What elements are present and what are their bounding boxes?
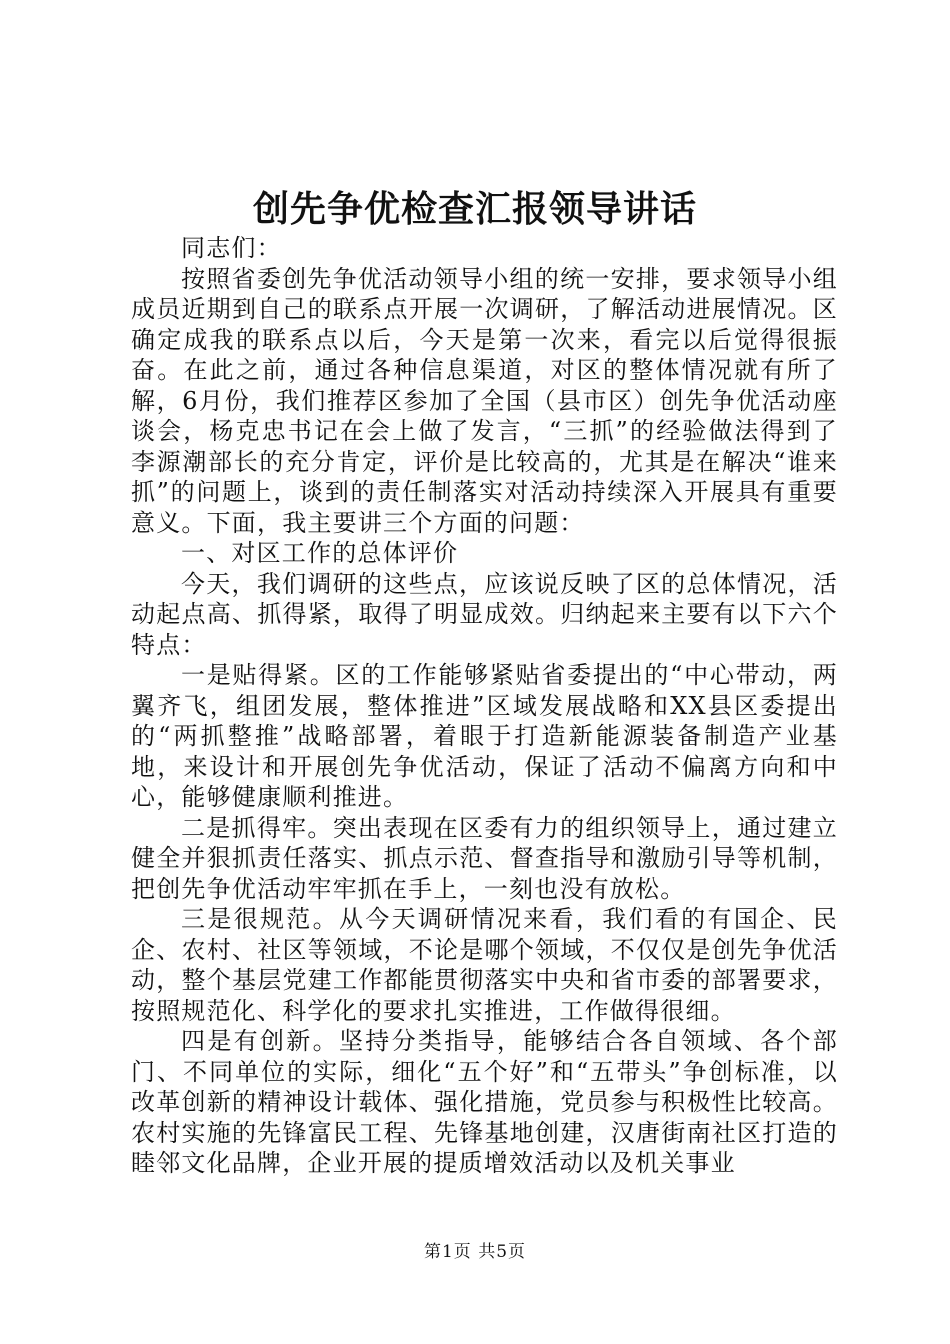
page-footer: 第1页 共5页 (423, 1242, 527, 1262)
document-body (131, 233, 838, 1179)
paragraph: 按照省委创先争优活动领导小组的统一安排，要求领导小组成员近期到自己的联系点开展一次调研，了解活动进展情况。区确定成我的联系点以后，今天是第一次来，看完以后觉得很振奋。在此之前，通过各种信息渠道，对区的整体情况就有所了解，6月份，我们推荐区参加了全国（县市区）创先争优活动座谈会，杨克忠书记在会上做了发言，“三抓”的经验做法得到了李源潮部长的充分肯定，评价是比较高的，尤其是在解决“谁来抓”的问题上，谈到的责任制落实对活动持续深入开展具有重要意义。下面，我主要讲三个方面的问题： (131, 264, 838, 537)
paragraph-salutation: 同志们： (181, 234, 282, 262)
paragraph: 三是很规范。从今天调研情况来看，我们看的有国企、民企、农村、社区等领域，不论是哪个领域，不仅仅是创先争优活动，整个基层党建工作都能贯彻落实中央和省市委的部署要求，按照规范化、科学化的要求扎实推进，工作做得很细。 (131, 905, 838, 1025)
paragraph: 一是贴得紧。区的工作能够紧贴省委提出的“中心带动，两翼齐飞，组团发展，整体推进”区域发展战略和XX县区委提出的“两抓整推”战略部署，着眼于打造新能源装备制造产业基地，来设计和开展创先争优活动，保证了活动不偏离方向和中心，能够健康顺利推进。 (131, 661, 838, 811)
document-title: 创先争优检查汇报领导讲话 (252, 188, 697, 230)
paragraph: 二是抓得牢。突出表现在区委有力的组织领导上，通过建立健全并狠抓责任落实、抓点示范、督查指导和激励引导等机制，把创先争优活动牢牢抓在手上，一刻也没有放松。 (131, 813, 838, 903)
section-heading: 一、对区工作的总体评价 (181, 539, 459, 567)
paragraph: 今天，我们调研的这些点，应该说反映了区的总体情况，活动起点高、抓得紧，取得了明显成效。归纳起来主要有以下六个特点： (131, 569, 838, 659)
paragraph: 四是有创新。坚持分类指导，能够结合各自领域、各个部门、不同单位的实际，细化“五个好”和“五带头”争创标准，以改革创新的精神设计载体、强化措施，党员参与积极性比较高。农村实施的先锋富民工程、先锋基地创建，汉唐街南社区打造的睦邻文化品牌，企业开展的提质增效活动以及机关事业 (131, 1027, 838, 1177)
